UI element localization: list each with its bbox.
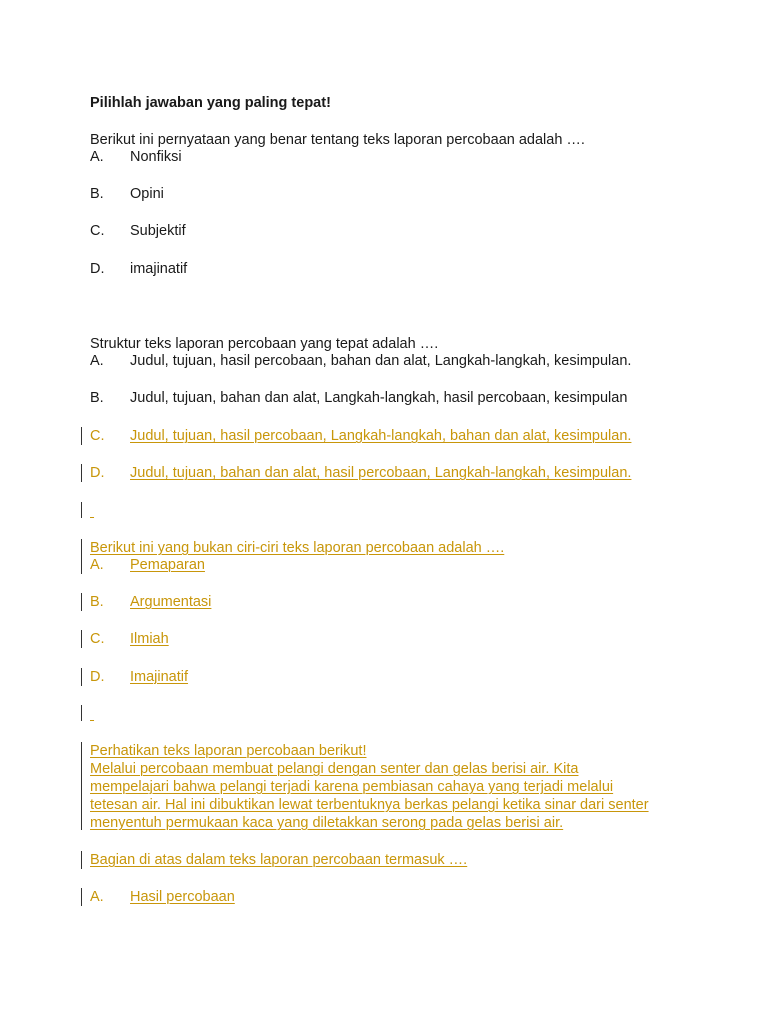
option-letter: A.: [90, 889, 104, 905]
q2-option-c: [90, 427, 631, 445]
q1-option-c: [90, 222, 186, 240]
option-letter: A.: [90, 353, 104, 369]
option-letter: B.: [90, 186, 104, 202]
q3-prompt: Berikut ini yang bukan ciri-ciri teks laporan percobaan adalah ….: [90, 540, 505, 556]
instruction-heading: Pilihlah jawaban yang paling tepat!: [90, 95, 331, 111]
q1-option-a: [90, 148, 182, 166]
change-bar: [81, 851, 82, 869]
empty-paragraph: [90, 502, 95, 518]
option-text: Judul, tujuan, hasil percobaan, Langkah-langkah, bahan dan alat, kesimpulan.: [130, 428, 632, 444]
q1-option-b: [90, 185, 164, 203]
option-text: Imajinatif: [130, 669, 189, 685]
option-text: Judul, tujuan, hasil percobaan, bahan dan alat, Langkah-langkah, kesimpulan.: [130, 353, 632, 369]
q4-passage-line: Melalui percobaan membuat pelangi dengan senter dan gelas berisi air. Kita: [90, 761, 579, 777]
q4-passage-line: mempelajari bahwa pelangi terjadi karena pembiasan cahaya yang terjadi melalui: [90, 779, 614, 795]
change-bar: [81, 502, 82, 518]
change-bar: [81, 427, 82, 445]
option-letter: D.: [90, 669, 105, 685]
option-letter: A.: [90, 149, 104, 165]
option-text: Hasil percobaan: [130, 889, 235, 905]
q2-prompt: Struktur teks laporan percobaan yang tepat adalah ….: [90, 336, 439, 352]
option-letter: A.: [90, 557, 104, 573]
q4-intro: Perhatikan teks laporan percobaan berikut!: [90, 743, 367, 759]
option-letter: D.: [90, 465, 105, 481]
empty-paragraph: [90, 705, 95, 721]
change-bar: [81, 630, 82, 648]
change-bar: [81, 888, 82, 906]
q1-option-d: [90, 260, 187, 278]
change-bar: [81, 464, 82, 482]
option-letter: D.: [90, 261, 105, 277]
option-letter: C.: [90, 223, 105, 239]
option-text: imajinatif: [130, 261, 188, 277]
q4-passage-line: tetesan air. Hal ini dibuktikan lewat terbentuknya berkas pelangi ketika sinar dari senter: [90, 797, 649, 813]
q3-option-c: [90, 630, 169, 648]
option-letter: B.: [90, 594, 104, 610]
change-bar: [81, 539, 82, 574]
option-text: Pemaparan: [130, 557, 205, 573]
change-bar: [81, 742, 82, 830]
option-text: Nonfiksi: [130, 149, 182, 165]
q1-prompt: Berikut ini pernyataan yang benar tentang teks laporan percobaan adalah ….: [90, 132, 585, 148]
q2-option-b: [90, 389, 627, 407]
option-text: Ilmiah: [130, 631, 169, 647]
change-bar: [81, 668, 82, 686]
option-letter: C.: [90, 631, 105, 647]
q3-option-b: [90, 593, 211, 611]
q3-option-d: [90, 668, 188, 686]
option-text: Argumentasi: [130, 594, 212, 610]
q4-option-a: [90, 888, 235, 906]
change-bar: [81, 593, 82, 611]
q3-option-a: [90, 556, 205, 574]
change-bar: [81, 705, 82, 721]
option-text: Opini: [130, 186, 164, 202]
q4-prompt: Bagian di atas dalam teks laporan percobaan termasuk ….: [90, 852, 468, 868]
option-text: Judul, tujuan, bahan dan alat, hasil percobaan, Langkah-langkah, kesimpulan.: [130, 465, 632, 481]
option-text: Subjektif: [130, 223, 186, 239]
option-text: Judul, tujuan, bahan dan alat, Langkah-langkah, hasil percobaan, kesimpulan: [130, 390, 628, 406]
option-letter: C.: [90, 428, 105, 444]
q4-passage-line: menyentuh permukaan kaca yang diletakkan serong pada gelas berisi air.: [90, 815, 564, 831]
option-letter: B.: [90, 390, 104, 406]
q2-option-d: [90, 464, 631, 482]
q2-option-a: [90, 352, 631, 370]
